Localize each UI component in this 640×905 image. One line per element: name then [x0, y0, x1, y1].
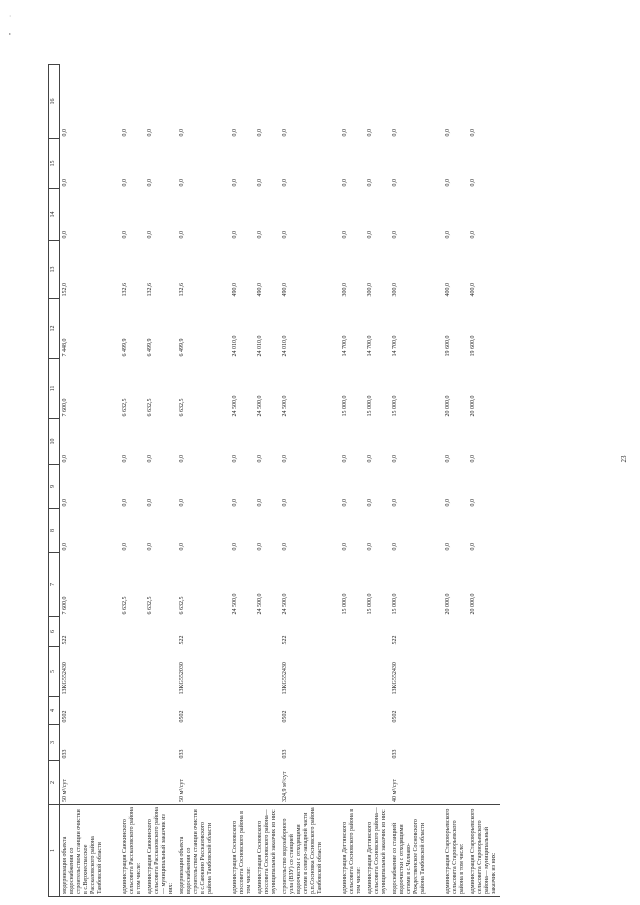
table-cell: 0,0: [445, 129, 451, 137]
table-cell: 15 000,0: [342, 593, 348, 615]
table-cell: 0,0: [470, 179, 476, 187]
table-cell: [230, 647, 255, 697]
table-cell: 0,0: [445, 499, 451, 507]
column-header: 15: [49, 139, 60, 189]
table-spacer: [326, 65, 340, 897]
table-cell: [120, 647, 145, 697]
table-cell: [443, 617, 468, 647]
table-cell: 15 000,0: [342, 395, 348, 417]
table-cell: 0,0: [445, 231, 451, 239]
table-cell: [145, 725, 177, 761]
table-cell: 0,0: [445, 543, 451, 551]
table-cell: 300,0: [367, 283, 373, 297]
table-cell: 0,0: [392, 455, 398, 463]
table-cell: 0,0: [392, 499, 398, 507]
column-header: 4: [49, 697, 60, 725]
table-cell: 40 м³/сут: [392, 779, 398, 802]
table-cell: [365, 725, 390, 761]
table-spacer: [429, 65, 443, 897]
table-cell: [340, 761, 365, 805]
table-cell: 132,6: [147, 283, 153, 297]
row-label: администрация Дегтянского сельсовета Сосновского района— муниципальный заказчик из них:: [365, 805, 390, 897]
table-cell: 033: [62, 749, 68, 759]
table-cell: 0,0: [282, 129, 288, 137]
table-row: [60, 65, 107, 897]
table-cell: [255, 697, 280, 725]
table-cell: [468, 647, 500, 697]
column-header: 5: [49, 647, 60, 697]
table-cell: 0,0: [367, 543, 373, 551]
table-cell: 15 000,0: [392, 395, 398, 417]
table-cell: 0,0: [232, 543, 238, 551]
table-cell: 0,0: [257, 179, 263, 187]
table-cell: 0,0: [257, 499, 263, 507]
table-cell: [443, 647, 468, 697]
table-cell: 0,0: [282, 543, 288, 551]
table-cell: 522: [62, 635, 68, 645]
table-cell: 15 000,0: [367, 395, 373, 417]
table-cell: 0,0: [232, 179, 238, 187]
table-cell: 0,0: [342, 499, 348, 507]
table-row: [280, 65, 326, 897]
table-cell: 0,0: [179, 179, 185, 187]
table-cell: 0,0: [122, 129, 128, 137]
table-cell: 0,0: [122, 179, 128, 187]
column-header: 13: [49, 241, 60, 299]
table-cell: 0,0: [179, 129, 185, 137]
margin-mark: ·: [8, 15, 14, 17]
table-cell: 15 000,0: [367, 593, 373, 615]
table-cell: [230, 617, 255, 647]
column-header: 7: [49, 553, 60, 617]
table-cell: 20 000,0: [470, 395, 476, 417]
row-label: администрация Староюрьевского сельсовета Староюрьевского района— муниципальный заказчик из них:: [468, 805, 500, 897]
table-cell: 0,0: [232, 455, 238, 463]
table-cell: 0,0: [367, 129, 373, 137]
table-cell: [365, 761, 390, 805]
table-cell: 20 000,0: [470, 593, 476, 615]
table-row: [177, 65, 216, 897]
table-cell: 24 500,0: [282, 395, 288, 417]
table-header-row: [49, 65, 60, 897]
table-cell: 15 000,0: [392, 593, 398, 615]
table-cell: 0,0: [62, 455, 68, 463]
table-cell: 20 000,0: [445, 593, 451, 615]
table-cell: 0,0: [367, 179, 373, 187]
table-row: [390, 65, 429, 897]
table-cell: 6 499,9: [147, 338, 153, 357]
table-cell: 0502: [282, 710, 288, 723]
table-cell: 033: [179, 749, 185, 759]
table-cell: 0,0: [62, 499, 68, 507]
table-cell: [468, 697, 500, 725]
column-header: 10: [49, 419, 60, 465]
table-cell: 132,6: [122, 283, 128, 297]
table-cell: 24 010,0: [232, 335, 238, 357]
table-cell: 24 010,0: [257, 335, 263, 357]
table-cell: 490,0: [232, 283, 238, 297]
table-cell: 0,0: [342, 455, 348, 463]
row-label: администрация Саюкинского сельсовета Рассказовского района— муниципальный заказчик из них:: [145, 805, 177, 897]
table-cell: 0,0: [147, 499, 153, 507]
table-cell: 0,0: [392, 231, 398, 239]
table-row: [340, 65, 365, 897]
row-label: администрация Сосновского поссовета Сосновского района в том числе:: [230, 805, 255, 897]
table-cell: 7 600,0: [62, 596, 68, 615]
table-cell: 24 500,0: [232, 593, 238, 615]
table-cell: [145, 647, 177, 697]
table-cell: 24 500,0: [282, 593, 288, 615]
table-cell: 6 632,5: [179, 398, 185, 417]
table-cell: 0,0: [232, 129, 238, 137]
table-cell: 6 499,9: [179, 338, 185, 357]
row-label: администрация Староюрьевского сельсовета Староюрьевского района в том числе:: [443, 805, 468, 897]
table-cell: [230, 697, 255, 725]
table-cell: [468, 617, 500, 647]
table-cell: 0,0: [122, 455, 128, 463]
table-cell: 0,0: [342, 129, 348, 137]
row-label: строительство водозаборного узла (ВЗУ) со станцией водоочистки с отходящими сетями в северо-западной части р.п.Сосновка Сосновского района Тамбовской области: [280, 805, 326, 897]
table-cell: 0,0: [122, 231, 128, 239]
table-cell: 24 500,0: [232, 395, 238, 417]
table-cell: 0,0: [470, 231, 476, 239]
table-cell: 20 000,0: [445, 395, 451, 417]
table-cell: 0,0: [282, 179, 288, 187]
table-cell: 0,0: [122, 543, 128, 551]
table-cell: [365, 697, 390, 725]
table-cell: 13КG552430: [282, 662, 288, 695]
table-cell: 0,0: [470, 455, 476, 463]
table-cell: 14 700,0: [367, 335, 373, 357]
table-cell: 0,0: [62, 179, 68, 187]
table-cell: 033: [282, 749, 288, 759]
column-header: 16: [49, 65, 60, 139]
table-cell: 0,0: [257, 129, 263, 137]
table-cell: 0,0: [62, 129, 68, 137]
table-cell: [145, 617, 177, 647]
table-cell: [145, 697, 177, 725]
table-cell: [120, 725, 145, 761]
budget-table: [48, 64, 500, 897]
table-cell: 0,0: [147, 543, 153, 551]
table-cell: 490,0: [257, 283, 263, 297]
table-cell: 0,0: [342, 179, 348, 187]
table-cell: 0,0: [367, 499, 373, 507]
table-cell: 490,0: [282, 283, 288, 297]
table-cell: 0502: [179, 710, 185, 723]
table-cell: 24 500,0: [257, 593, 263, 615]
table-cell: [365, 647, 390, 697]
table-cell: 50 м³/сут: [62, 779, 68, 802]
table-cell: 6 499,9: [122, 338, 128, 357]
table-cell: 0,0: [470, 129, 476, 137]
table-cell: 0,0: [122, 499, 128, 507]
table-cell: 300,0: [342, 283, 348, 297]
table-cell: 324,9 м³/сут: [282, 771, 288, 802]
table-cell: 400,0: [445, 283, 451, 297]
table-cell: 6 632,5: [179, 596, 185, 615]
column-header: 6: [49, 617, 60, 647]
table-spacer: [216, 65, 230, 897]
table-cell: 0,0: [257, 231, 263, 239]
table-cell: 0,0: [179, 231, 185, 239]
table-cell: 152,0: [62, 283, 68, 297]
table-cell: [468, 761, 500, 805]
table-cell: 7 448,0: [62, 338, 68, 357]
column-header: 11: [49, 359, 60, 419]
table-cell: [255, 647, 280, 697]
table-cell: 24 500,0: [257, 395, 263, 417]
table-cell: [340, 697, 365, 725]
column-header: 1: [49, 805, 60, 897]
table-cell: [230, 761, 255, 805]
table-cell: 6 632,5: [122, 398, 128, 417]
table-cell: 6 632,5: [122, 596, 128, 615]
table-row: [443, 65, 468, 897]
table-cell: 13КG552430: [392, 662, 398, 695]
table-cell: 14 700,0: [392, 335, 398, 357]
table-cell: [443, 725, 468, 761]
table-cell: 522: [179, 635, 185, 645]
table-cell: 0,0: [257, 543, 263, 551]
table-cell: 0,0: [179, 499, 185, 507]
table-cell: 0,0: [179, 455, 185, 463]
table-cell: [365, 617, 390, 647]
table-cell: 19 600,0: [445, 335, 451, 357]
table-cell: 0,0: [470, 543, 476, 551]
table-cell: 0,0: [367, 231, 373, 239]
table-cell: [145, 761, 177, 805]
table-cell: 0,0: [257, 455, 263, 463]
table-cell: 0,0: [232, 231, 238, 239]
table-cell: 6 632,5: [147, 596, 153, 615]
table-cell: 0,0: [445, 179, 451, 187]
table-cell: 0502: [62, 710, 68, 723]
table-cell: 14 700,0: [342, 335, 348, 357]
table-cell: [120, 697, 145, 725]
table-cell: 400,0: [470, 283, 476, 297]
table-cell: [443, 761, 468, 805]
table-cell: [120, 761, 145, 805]
table-row: [255, 65, 280, 897]
table-cell: 0,0: [62, 543, 68, 551]
column-header: 12: [49, 299, 60, 359]
table-body: [60, 65, 501, 897]
table-cell: 7 600,0: [62, 398, 68, 417]
table-cell: 0,0: [367, 455, 373, 463]
table-cell: 0,0: [342, 231, 348, 239]
table-cell: [340, 617, 365, 647]
table-cell: 13КG552430: [62, 662, 68, 695]
table-cell: [255, 617, 280, 647]
table-cell: [120, 617, 145, 647]
table-cell: 033: [392, 749, 398, 759]
table-cell: [255, 725, 280, 761]
column-header: 3: [49, 725, 60, 761]
table-cell: 522: [282, 635, 288, 645]
column-header: 8: [49, 509, 60, 553]
table-cell: 300,0: [392, 283, 398, 297]
table-cell: 0,0: [282, 231, 288, 239]
column-header: 14: [49, 189, 60, 241]
margin-mark: •: [8, 32, 14, 35]
table-cell: 0,0: [232, 499, 238, 507]
table-spacer: [106, 65, 120, 897]
table-cell: 0,0: [147, 231, 153, 239]
table-cell: 0,0: [392, 543, 398, 551]
table-cell: 24 010,0: [282, 335, 288, 357]
table-cell: [230, 725, 255, 761]
table-cell: 0,0: [147, 179, 153, 187]
table-cell: 132,6: [179, 283, 185, 297]
table-cell: 0,0: [445, 455, 451, 463]
table-cell: [340, 647, 365, 697]
table-row: [468, 65, 500, 897]
table-cell: 19 600,0: [470, 335, 476, 357]
table-row: [365, 65, 390, 897]
row-label: администрация Дегтянского сельсовета Сосновского района в том числе:: [340, 805, 365, 897]
table-cell: 0502: [392, 710, 398, 723]
row-label: водоснабжение со станцией водоочистки с отходящими сетями в с.Челнаво-Рождественское Сосновского района Тамбовской области: [390, 805, 429, 897]
row-label: администрация Саюкинского сельсовета Рассказовского района в том числе:: [120, 805, 145, 897]
table-cell: 0,0: [179, 543, 185, 551]
column-header: 9: [49, 465, 60, 509]
table-cell: 0,0: [470, 499, 476, 507]
page-number: 23: [620, 455, 628, 463]
table-cell: 0,0: [147, 129, 153, 137]
table-cell: 0,0: [392, 179, 398, 187]
table-cell: 6 632,5: [147, 398, 153, 417]
table-cell: 522: [392, 635, 398, 645]
table-cell: 0,0: [342, 543, 348, 551]
table-cell: 0,0: [392, 129, 398, 137]
column-header: 2: [49, 761, 60, 805]
table-cell: 50 м³/сут: [179, 779, 185, 802]
table-cell: [340, 725, 365, 761]
table-cell: 13КG552030: [179, 662, 185, 695]
table-cell: [255, 761, 280, 805]
table-cell: 0,0: [282, 455, 288, 463]
table-cell: [468, 725, 500, 761]
table-row: [120, 65, 145, 897]
table-cell: 0,0: [147, 455, 153, 463]
row-label: модернизация объекта водоснабжения со строительством станции очистки в с.Саюкино Рассказовского района Тамбовской области: [177, 805, 216, 897]
table-row: [145, 65, 177, 897]
table-cell: [443, 697, 468, 725]
table-cell: 0,0: [282, 499, 288, 507]
row-label: модернизация объекта водоснабжения со строительством станции очистки в с.Верхнеспасское Рассказовского района Тамбовской области: [60, 805, 107, 897]
table-cell: 0,0: [62, 231, 68, 239]
row-label: администрация Сосновского поссовета Сосновского района— муниципальный заказчик из них:: [255, 805, 280, 897]
table-row: [230, 65, 255, 897]
